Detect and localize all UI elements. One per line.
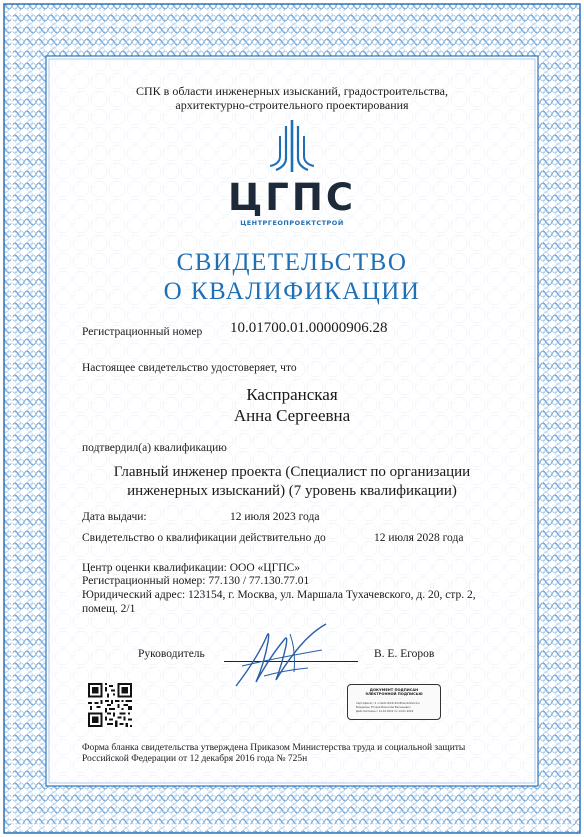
registration-number: 10.01700.01.00000906.28: [230, 320, 388, 336]
footer-line2: Российской Федерации от 12 декабря 2016 года № 725н: [82, 754, 308, 764]
certificate-title-line2: О КВАЛИФИКАЦИИ: [163, 278, 421, 305]
signatory-name: В. Е. Егоров: [374, 648, 435, 660]
certifies-text: Настоящее свидетельство удостоверяет, что: [82, 362, 297, 374]
assessment-center-name: Центр оценки квалификации: ООО «ЦГПС»: [82, 562, 300, 574]
qualification-line2: инженерных изысканий) (7 уровень квалификации): [127, 483, 457, 499]
qualification-line1: Главный инженер проекта (Специалист по организации: [113, 464, 471, 480]
registration-label: Регистрационный номер: [82, 326, 203, 338]
stamp-validity-line: Действителен с 14.10.2022 по 14.01.2024: [356, 710, 414, 713]
stamp-owner-line: Владелец: Егоров Вячеслав Евгеньевич: [356, 706, 411, 709]
certificate-title-line1: СВИДЕТЕЛЬСТВО: [176, 249, 408, 276]
stamp-header: [348, 688, 440, 696]
handwritten-signature: [226, 620, 338, 696]
footer-note: [82, 743, 512, 765]
stamp-header-line1: ДОКУМЕНТ ПОДПИСАН: [369, 688, 419, 692]
electronic-signature-stamp: [347, 684, 441, 720]
signatory-role: Руководитель: [138, 648, 205, 660]
assessment-center-regnum: Регистрационный номер: 77.130 / 77.130.77.01: [82, 575, 310, 587]
logo-subtitle: ЦЕНТРГЕОПРОЕКТСТРОЙ: [240, 219, 344, 227]
logo-name: ЦГПС: [227, 176, 357, 219]
footer-line1: Форма бланка свидетельства утверждена Приказом Министерства труда и социальной защиты: [82, 743, 466, 753]
qr-code-icon: [88, 683, 132, 727]
issue-date-value: 12 июля 2023 года: [230, 511, 320, 523]
stamp-certificate-line: Сертификат: 4 «cdwhcnhk4c4dn65wn2d2wc4n»: [356, 702, 421, 705]
issuer-org: [0, 84, 584, 112]
valid-until-label: Свидетельство о квалификации действительно до: [82, 532, 326, 544]
holder-first-middle-name: Анна Сергеевна: [233, 406, 351, 425]
stamp-header-line2: ЭЛЕКТРОННОЙ ПОДПИСЬЮ: [365, 692, 423, 697]
issuer-org-line1: СПК в области инженерных изысканий, градостроительства,: [135, 84, 448, 98]
holder-last-name: Каспранская: [246, 385, 338, 404]
cgps-logo-icon: [266, 118, 318, 174]
issue-date-label: Дата выдачи:: [82, 511, 147, 523]
confirmed-text: подтвердил(а) квалификацию: [82, 442, 227, 454]
assessment-center-address: Юридический адрес: 123154, г. Москва, ул. Маршала Тухачевского, д. 20, стр. 2, помещ. 2/1: [82, 589, 476, 615]
valid-until-value: 12 июля 2028 года: [374, 532, 464, 544]
issuer-org-line2: архитектурно-строительного проектирования: [175, 98, 409, 112]
